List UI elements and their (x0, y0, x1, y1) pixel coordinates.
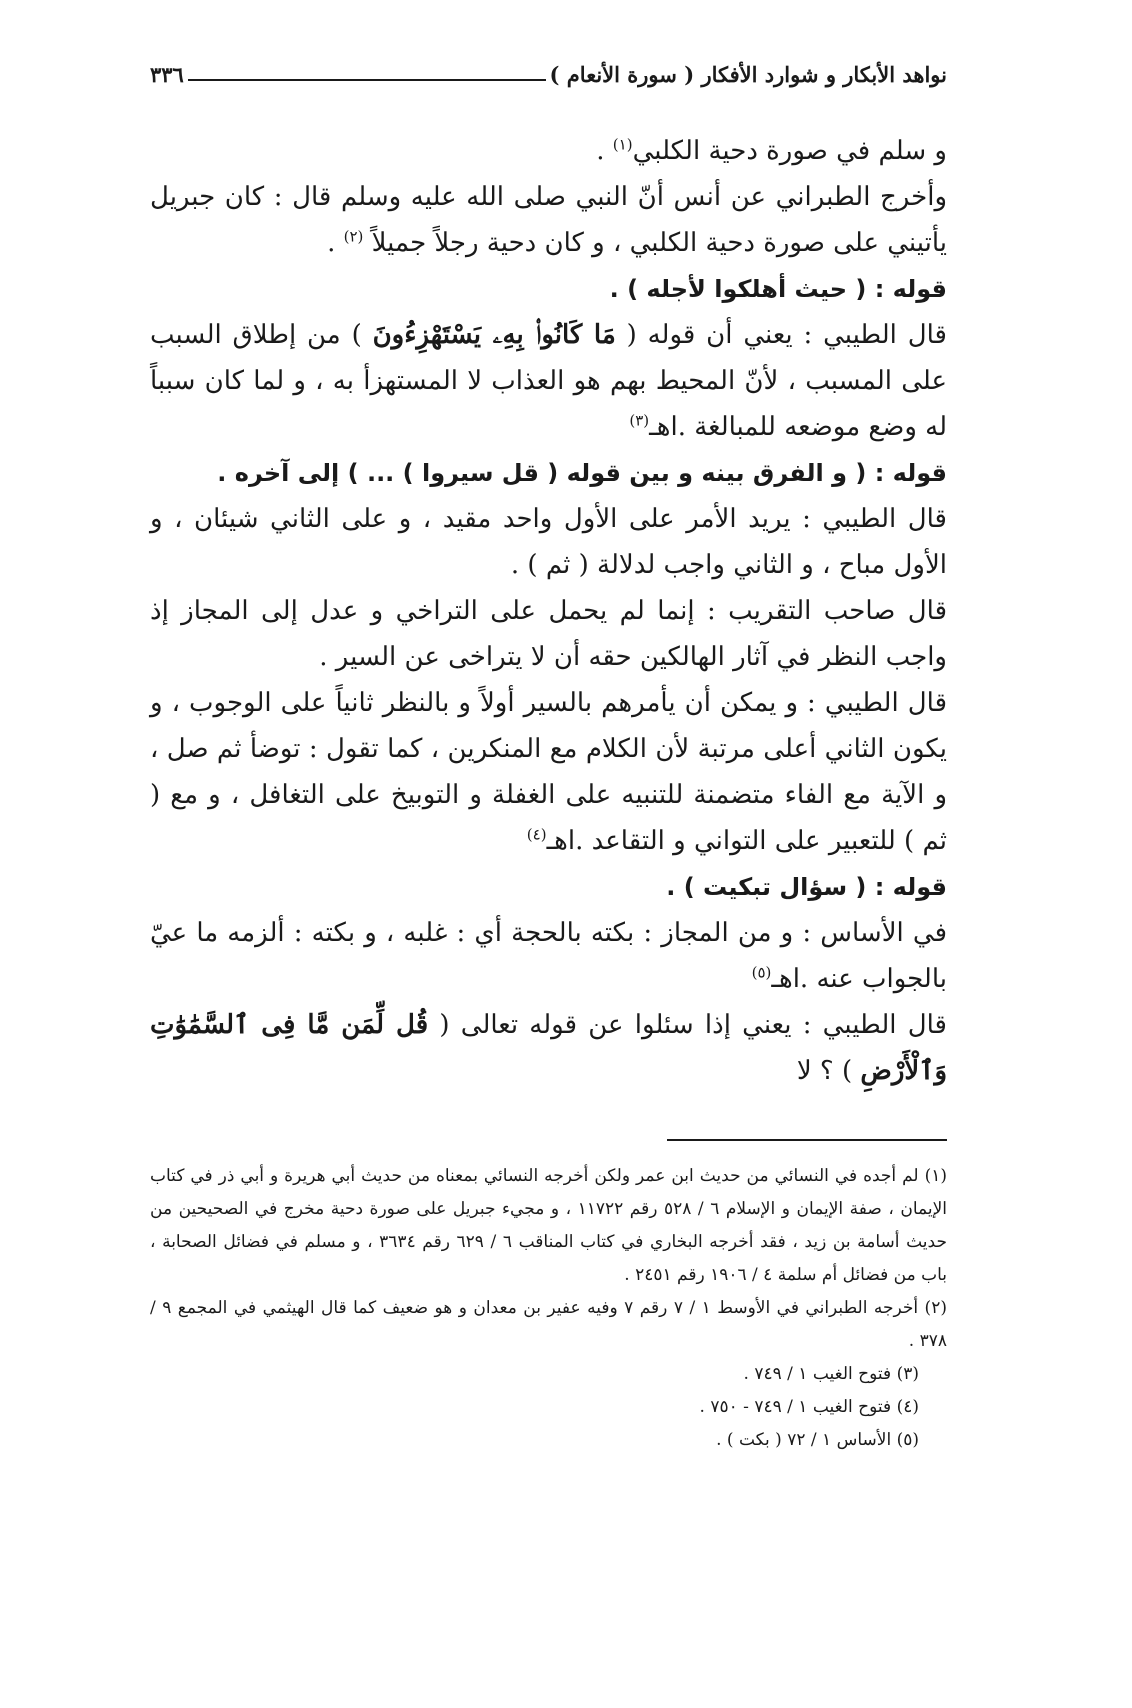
paragraph (150, 174, 947, 266)
paragraph (150, 128, 947, 174)
paragraph: قال صاحب التقريب : إنما لم يحمل على التراخي و عدل إلى المجاز إذ واجب النظر في آثار الهالكين حقه أن لا يتراخى عن السير . (150, 596, 947, 672)
paragraph-text: قال الطيبي : و يمكن أن يأمرهم بالسير أولاً و بالنظر ثانياً على الوجوب ، و يكون الثاني أعلى مرتبة لأن الكلام مع المنكرين ، كما تقول : توضأ ثم صل ، و الآية مع الفاء متضمنة للتنبيه على الغفلة و التوبيخ على التغافل ، و مع ( ثم ) للتعبير على التواني و التقاعد .اهـ (150, 688, 947, 856)
page-header (150, 62, 947, 87)
paragraph: قال الطيبي : يريد الأمر على الأول واحد مقيد ، و على الثاني شيئان ، و الأول مباح ، و الثاني واجب لدلالة ( ثم ) . (150, 504, 947, 580)
paragraph-text: و سلم في صورة دحية الكلبي (632, 136, 947, 166)
footnote-ref: (١) (612, 135, 633, 154)
paragraph (150, 910, 947, 1002)
footnote-5: (٥) الأساس ١ / ٧٢ ( بكت ) . (716, 1430, 919, 1450)
paragraph-end: . (596, 136, 613, 166)
paragraph-end: . (327, 228, 344, 258)
quran-quote: مَا كَانُوا۟ بِهِۦ يَسْتَهْزِءُونَ (372, 320, 616, 350)
paragraph (150, 1002, 947, 1094)
quran-quote: قُل لِّمَن مَّا فِى ٱلسَّمَٰوَٰتِ وَٱلْأَرْضِ (150, 1010, 947, 1086)
footnote-4: (٤) فتوح الغيب ١ / ٧٤٩ - ٧٥٠ . (699, 1397, 919, 1417)
paragraph-text: ) من إطلاق السبب على المسبب ، لأنّ المحيط بهم هو العذاب لا المستهزأ به ، و لما كان سبباً له وضع موضعه للمبالغة .اهـ (150, 320, 947, 442)
footnotes (150, 1160, 947, 1457)
footnote-ref: (٥) (751, 963, 772, 982)
footnote-ref: (٣) (629, 411, 650, 430)
section-heading: قوله : ( سؤال تبكيت ) . (666, 873, 947, 901)
section-heading: قوله : ( و الفرق بينه و بين قوله ( قل سيروا ) ... ) إلى آخره . (217, 459, 947, 487)
paragraph (150, 680, 947, 864)
paragraph-text: قال الطيبي : يعني إذا سئلوا عن قوله تعالى ( (428, 1010, 947, 1040)
paragraph-end: ) ؟ لا (796, 1056, 861, 1086)
page-number: ٣٣٦ (150, 62, 184, 87)
paragraph-text: وأخرج الطبراني عن أنس أنّ النبي صلى الله عليه وسلم قال : كان جبريل يأتيني على صورة دحية الكلبي ، و كان دحية رجلاً جميلاً (150, 182, 947, 258)
paragraph-text: قال الطيبي : يعني أن قوله ( (615, 320, 947, 350)
section-heading: قوله : ( حيث أهلكوا لأجله ) . (609, 275, 947, 303)
footnote-ref: (٤) (526, 825, 547, 844)
paragraph-text: في الأساس : و من المجاز : بكته بالحجة أي : غلبه ، و بكته : ألزمه ما عيّ بالجواب عنه .اهـ (150, 918, 947, 994)
footnote-ref: (٢) (343, 227, 364, 246)
running-title: نواهد الأبكار و شوارد الأفكار ( سورة الأنعام ) (549, 62, 947, 87)
footnote-1: (١) لم أجده في النسائي من حديث ابن عمر ولكن أخرجه النسائي بمعناه من حديث أبي هريرة و أبي ذر في كتاب الإيمان ، صفة الإيمان و الإسلام ٦ / ٥٢٨ رقم ١١٧٢٢ ، و مجيء جبريل على صورة دحية مخرج في الصحيحين من حديث أسامة بن زيد ، فقد أخرجه البخاري في كتاب المناقب ٦ / ٦٢٩ رقم ٣٦٣٤ ، و مسلم في فضائل الصحابة ، باب من فضائل أم سلمة ٤ / ١٩٠٦ رقم ٢٤٥١ . (150, 1166, 947, 1285)
paragraph (150, 312, 947, 450)
main-text (150, 128, 947, 1094)
header-rule (188, 79, 546, 81)
footnote-separator (667, 1139, 947, 1141)
footnote-2: (٢) أخرجه الطبراني في الأوسط ١ / ٧ رقم ٧ وفيه عفير بن معدان و هو ضعيف كما قال الهيثمي في المجمع ٩ / ٣٧٨ . (150, 1298, 947, 1351)
footnote-3: (٣) فتوح الغيب ١ / ٧٤٩ . (743, 1364, 919, 1384)
